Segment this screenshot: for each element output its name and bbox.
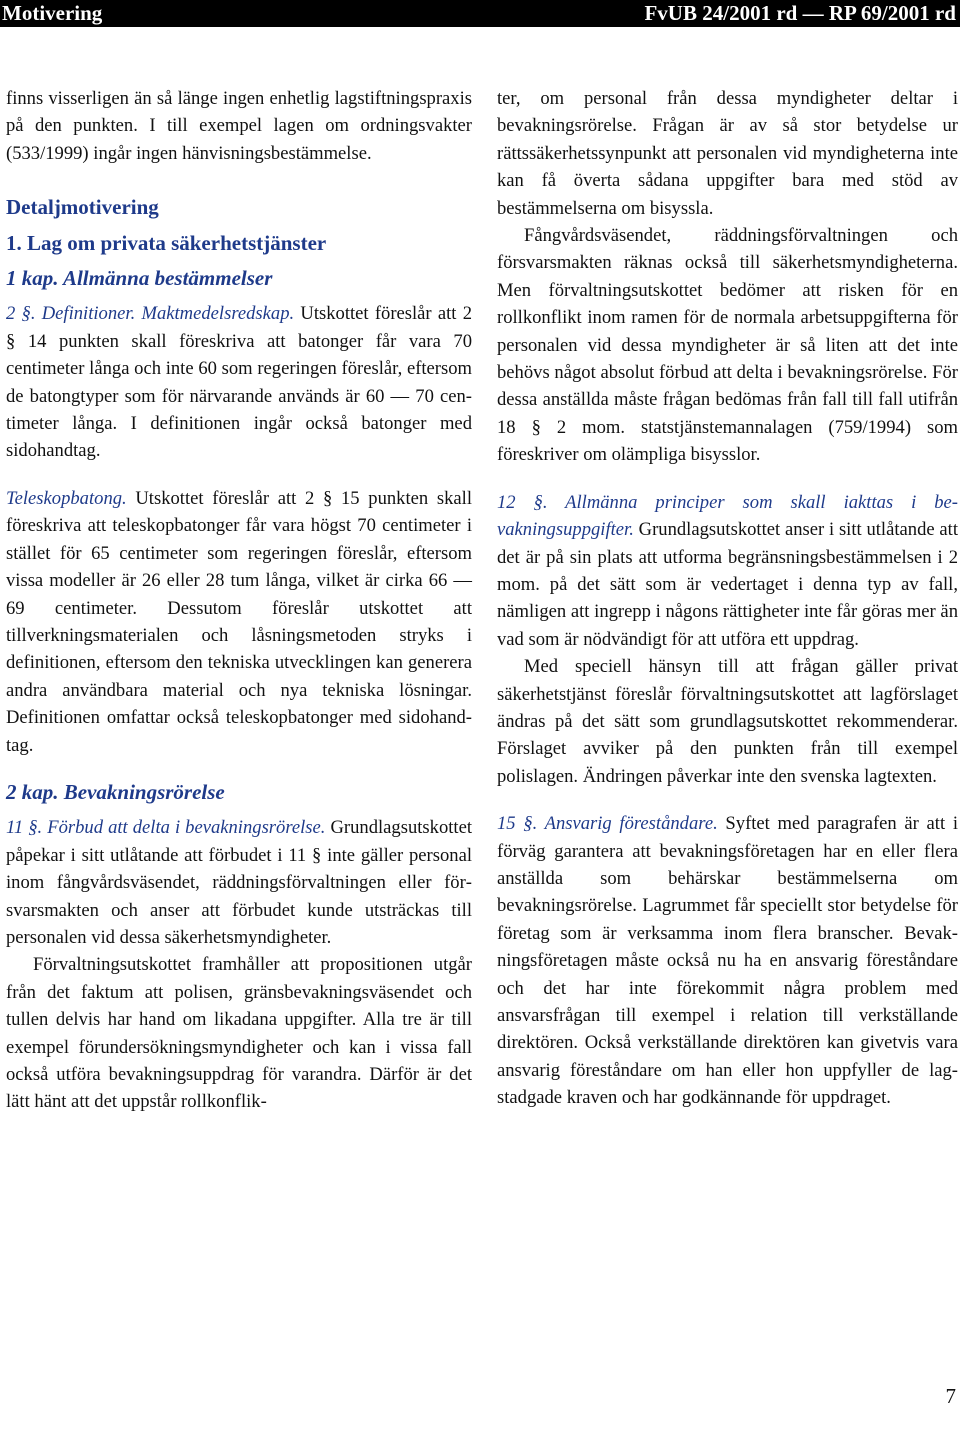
heading-chapter-2: 2 kap. Bevakningsrörelse bbox=[6, 779, 225, 804]
paragraph-fangvardsvasendet: Fångvårdsväsendet, räddningsförvaltningen och försvarsmakten räknas också till säkerhetsmyndigheterna. Men förvaltningsutskottet bedömer att risken för en rollkonflikt inom ramen för de normala arbetsuppgifterna för personalen vid dessa myndigheter är så liten att det inte behövs något absolut förbud att delta i bevakningsrörelse. För dessa anställda måste frågan bedömas från fall till fall utifrån 18 § 2 mom. statstjänstemannalagen (759/1994) som föreskriver om olämpliga bisysslor. bbox=[497, 225, 958, 466]
paragraph-intro: finns visserligen än så länge ingen enhetlig lagstiftningspraxis på den punkten. I till exempel lagen om ordningsvakter (533/1999) ingår ingen hänvisningsbestämmelse. bbox=[6, 88, 472, 164]
right-column bbox=[497, 85, 958, 1112]
section-15-heading: 15 §. Ansvarig föreståndare. bbox=[497, 813, 718, 835]
teleskopbatong-heading: Teleskopbatong. bbox=[6, 487, 127, 509]
running-header bbox=[0, 0, 960, 27]
header-document-reference: FvUB 24/2001 rd — RP 69/2001 rd bbox=[644, 1, 956, 25]
paragraph-section-15 bbox=[497, 810, 958, 1111]
left-column bbox=[6, 85, 472, 1116]
section-2-heading: 2 §. Definitioner. Maktmedelsredskap. bbox=[6, 303, 295, 325]
teleskopbatong-text: Utskottet föreslår att 2 § 15 punkten skall föreskriva att teleskopbatonger får vara högst 70 centimeter i stället för 65 centimeter som regeringen föreslår, eftersom vissa modeller är 26 eller 28 tum långa, vilket är cirka 66 — 69 centimeter. Dessutom föreslår utskottet att tillverkningsmaterialen och låsningsmetoden stryks i definitionen, eftersom den tekniska utvecklingen kan generera andra användbara material och nya tekniska lösningar. Definitionen omfattar också teleskopbatonger med sidohandtag. bbox=[6, 487, 472, 756]
section-15-text: Syftet med paragrafen är att i förväg garantera att bevakningsföretagen har en eller flera anställda som behärskar bestämmelserna om bevakningsrörelse. Lagrummet får speciellt stor betydelse för företag som är verksamma inom flera branscher. Bevakningsföretagen måste också nu ha en ansvarig föreståndare och det har inte förekommit några problem med ansvarsfrågan till exempel i relation till verkställande direktören. Också verkställande direktören kan givetvis vara ansvarig föreståndare om han eller hon uppfyller de lagstadgade kraven och har godkännande för uppdraget. bbox=[497, 813, 958, 1109]
paragraph-section-11 bbox=[6, 814, 472, 951]
header-section-title: Motivering bbox=[2, 1, 103, 25]
section-12-heading: 12 §. Allmänna principer som skall iakttas i bevakningsuppgifter. bbox=[497, 491, 958, 541]
paragraph-section-2 bbox=[6, 300, 472, 464]
page-number: 7 bbox=[945, 1384, 956, 1408]
paragraph-continued: ter, om personal från dessa myndigheter deltar i bevakningsrörelse. Frågan är av så stor betydelse ur rättssäkerhetssynpunkt att personalen vid myndigheterna inte kan få överta sådana uppgifter bara med stöd av bestämmelserna om bisyssla. bbox=[497, 88, 958, 219]
paragraph-forvaltningsutskottet: Förvaltningsutskottet framhåller att propositionen utgår från det faktum att polisen, gränsbevakningsväsendet och tullen delvis har hand om likadana uppgifter. Alla tre är till exempel förundersökningsmyndigheter och kan i vissa fall också utföra bevakningsuppdrag för varandra. Därför är det lätt hänt att det uppstår rollkonflik- bbox=[6, 954, 472, 1113]
heading-detaljmotivering: Detaljmotivering bbox=[6, 195, 159, 220]
heading-chapter-1: 1 kap. Allmänna bestämmelser bbox=[6, 266, 273, 291]
paragraph-speciell-hansyn: Med speciell hänsyn till att frågan gäller privat säkerhetstjänst föreslår förvaltningsutskottet att lagförslaget ändras på det sätt som grundlagsutskottet rekommenderar. Förslaget avviker på den punkten från till exempel polislagen. Ändringen påverkar inte den svenska lagtexten. bbox=[497, 656, 958, 787]
section-11-heading: 11 §. Förbud att delta i bevakningsrörelse. bbox=[6, 817, 326, 839]
paragraph-section-12 bbox=[497, 489, 958, 653]
section-12-text: Grundlagsutskottet anser i sitt utlåtande att det är på sin plats att utforma begränsningsbestämmelsen i 2 mom. på det sätt som är vedertaget i denna typ av fall, nämligen att ingrepp i någons rättigheter inte får göras mer än vad som är nödvändigt för att utföra ett uppdrag. bbox=[497, 519, 958, 650]
paragraph-teleskopbatong bbox=[6, 485, 472, 759]
section-11-text: Grundlagsutskottet påpekar i sitt utlåtande att förbudet i 11 § inte gäller personal inom fångvårdsväsendet, räddningsförvaltningen eller försvarsmakten och anser att förbudet kunde utsträckas till personalen vid dessa säkerhetsmyndigheter. bbox=[6, 817, 472, 948]
section-2-text: Utskottet föreslår att 2 § 14 punkten skall föreskriva att batonger får vara 70 centimeter långa och inte 60 som regeringen föreslår, eftersom de batongtyper som för närvarande används är 60 — 70 centimeter långa. I definitionen ingår också batonger med sidohandtag. bbox=[6, 303, 473, 462]
heading-law-1: 1. Lag om privata säkerhetstjänster bbox=[6, 230, 327, 255]
